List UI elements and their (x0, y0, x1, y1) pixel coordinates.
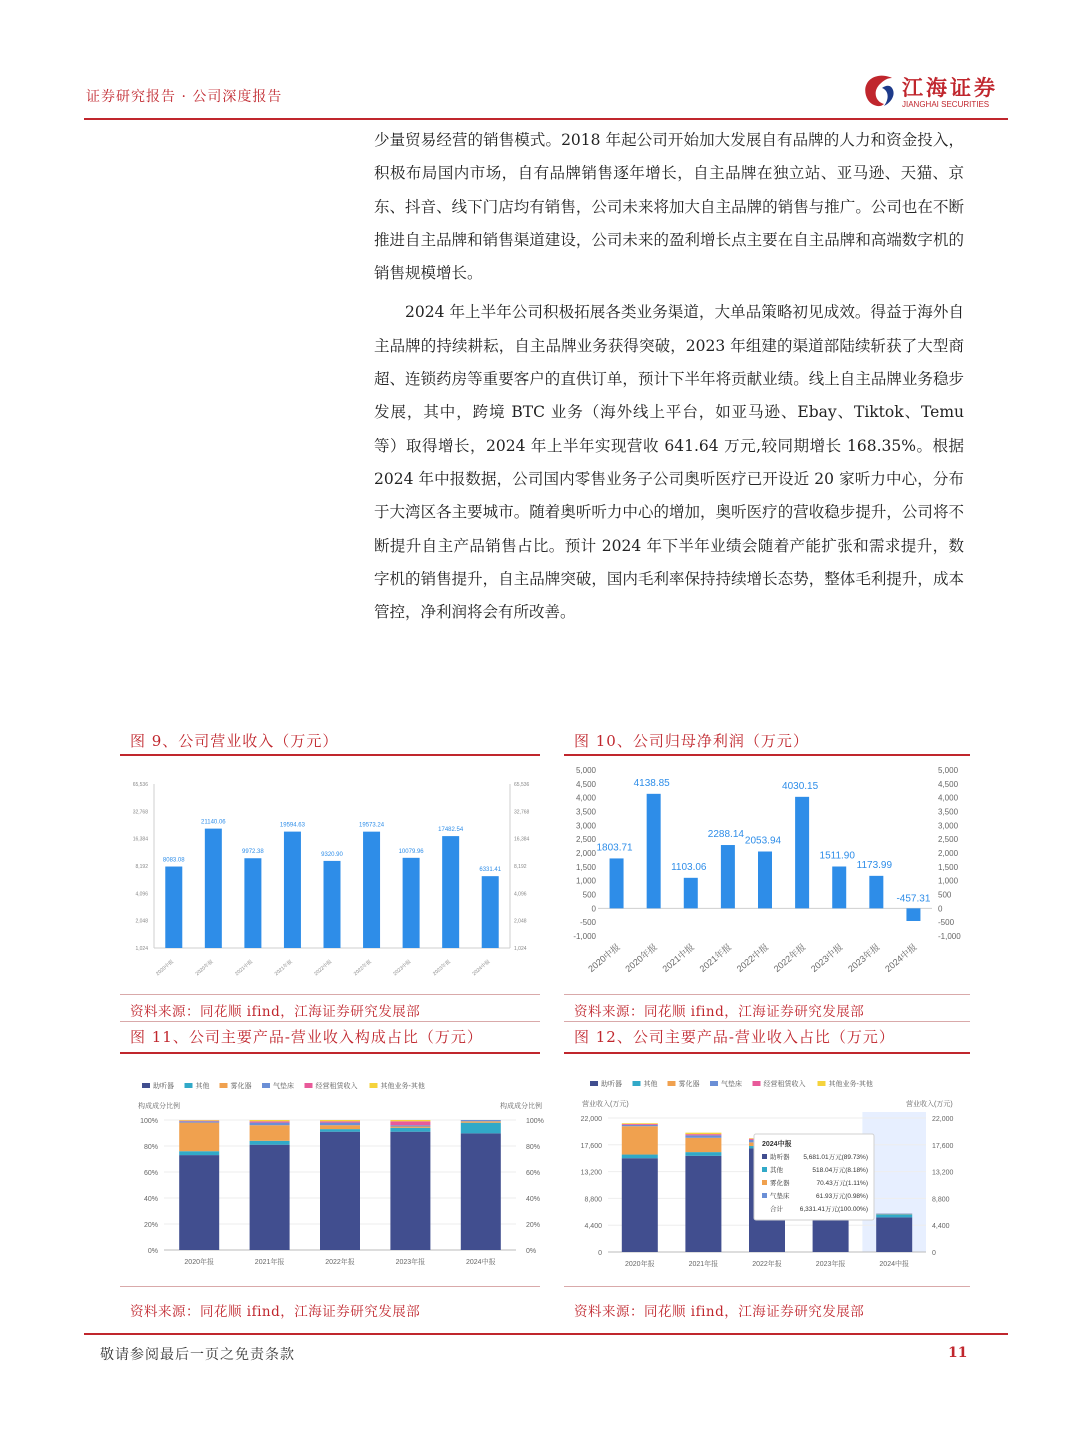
stacked-segment (320, 1125, 360, 1129)
legend-label: 助听器 (601, 1081, 622, 1088)
tooltip-title: 2024中报 (762, 1141, 792, 1148)
stacked-segment (390, 1120, 430, 1121)
x-tick-label: 2024中报 (879, 1261, 909, 1268)
stacked-segment (622, 1123, 658, 1124)
data-label: 17482.54 (438, 827, 464, 834)
x-tick-label: 2022中报 (313, 958, 334, 978)
data-label: 9972.38 (242, 849, 264, 856)
legend-swatch (590, 1081, 598, 1086)
x-tick-label: 2023年报 (395, 1259, 426, 1266)
stacked-segment (390, 1128, 430, 1132)
legend-label: 其他业务-其他 (828, 1081, 873, 1088)
legend-swatch (710, 1081, 718, 1086)
figure-11-top-rule (120, 1021, 540, 1022)
legend-label: 雾化器 (230, 1083, 252, 1090)
y-tick-label-left: 32,768 (132, 809, 148, 816)
report-type-header: 证券研究报告 · 公司深度报告 (86, 89, 283, 105)
y-tick-label-left: 2,048 (135, 918, 148, 925)
figure-10-source: 资料来源：同花顺 ifind，江海证券研究发展部 (574, 1004, 865, 1020)
logo-mark-icon (858, 72, 898, 112)
stacked-segment (320, 1129, 360, 1132)
figure-10-chart (564, 760, 970, 992)
stacked-segment (250, 1141, 290, 1145)
figure-9-rule (120, 754, 540, 756)
figure-11-source: 资料来源：同花顺 ifind，江海证券研究发展部 (130, 1304, 421, 1320)
x-tick-label: 2024中报 (466, 1259, 496, 1266)
y-tick-label-right: -1,000 (938, 932, 961, 941)
tooltip-swatch (762, 1193, 767, 1198)
data-label: 10079.96 (398, 848, 424, 855)
bar (244, 858, 261, 948)
stacked-segment (250, 1145, 290, 1250)
legend-label: 雾化器 (678, 1081, 700, 1088)
legend-swatch (262, 1083, 270, 1088)
stacked-segment (179, 1123, 219, 1152)
product-share-stacked-chart (120, 1064, 544, 1284)
data-label: 21140.06 (201, 819, 226, 826)
disclaimer-note: 敬请参阅最后一页之免责条款 (100, 1347, 295, 1363)
y-tick-label-right: 0% (526, 1248, 537, 1255)
y-tick-label-right: 20% (526, 1222, 541, 1229)
stacked-segment (320, 1121, 360, 1122)
y-tick-label-right: 1,500 (938, 862, 959, 872)
y-tick-label-right: 60% (526, 1170, 541, 1177)
y-tick-label-left: 3,500 (575, 807, 596, 817)
tooltip-series-value: 70.43万元(1.11%) (816, 1180, 868, 1187)
figure-12-top-rule (564, 1021, 970, 1022)
legend-label: 其他 (643, 1081, 658, 1088)
x-tick-label: 2024中报 (471, 958, 492, 978)
x-tick-label: 2020年报 (623, 941, 659, 974)
stacked-segment (685, 1152, 721, 1156)
y-tick-label-left: 8,800 (584, 1196, 602, 1204)
bar (647, 794, 661, 909)
figure-9-source: 资料来源：同花顺 ifind，江海证券研究发展部 (130, 1004, 421, 1020)
x-tick-label: 2021年报 (697, 941, 734, 974)
stacked-segment (622, 1155, 658, 1159)
legend-swatch (220, 1083, 228, 1088)
y-axis-title-right: 营业收入(万元) (906, 1101, 953, 1108)
figure-12-source-rule (564, 1286, 970, 1287)
y-tick-label-right: 17,600 (932, 1142, 954, 1150)
legend-swatch (753, 1081, 761, 1086)
y-axis-title-right: 构成成分比例 (500, 1103, 542, 1110)
figure-9-title: 图 9、公司营业收入（万元） (130, 732, 339, 750)
y-tick-label-left: 13,200 (580, 1169, 602, 1177)
stacked-segment (390, 1127, 430, 1128)
legend-label: 其他业务-其他 (380, 1083, 425, 1090)
bar (324, 861, 341, 948)
bar (869, 876, 883, 908)
stacked-segment (179, 1151, 219, 1155)
revenue-bar-chart (120, 760, 540, 992)
tooltip-total-name: 合计 (770, 1206, 783, 1213)
y-tick-label-left: 2,000 (575, 849, 596, 858)
stacked-segment (320, 1120, 360, 1121)
y-tick-label-left: -1,000 (573, 932, 596, 941)
y-tick-label-left: 1,500 (575, 862, 596, 872)
figure-12-chart (564, 1064, 970, 1284)
y-tick-label-right: 65,536 (514, 782, 530, 788)
data-label: 9320.90 (321, 851, 343, 858)
bar (403, 858, 420, 948)
tooltip-swatch (762, 1154, 767, 1159)
stacked-segment (390, 1132, 430, 1250)
x-tick-label: 2024中报 (883, 941, 919, 974)
figure-12-rule (564, 1052, 970, 1054)
legend-swatch (370, 1083, 378, 1088)
figure-10-rule (564, 754, 970, 756)
stacked-segment (250, 1125, 290, 1141)
figure-11-chart (120, 1064, 544, 1284)
tooltip-series-value: 5,681.01万元(89.73%) (803, 1154, 868, 1161)
data-label: 2053.94 (744, 835, 782, 847)
tooltip-series-value: 61.93万元(0.98%) (815, 1193, 868, 1200)
y-tick-label-right: 2,048 (514, 918, 527, 925)
data-label: 8083.08 (162, 857, 185, 864)
x-tick-label: 2022中报 (734, 941, 771, 974)
y-tick-label-right: 2,000 (938, 849, 959, 858)
x-tick-label: 2023年报 (815, 1261, 846, 1268)
body-text (374, 124, 964, 629)
stacked-segment (390, 1125, 430, 1126)
figure-10-title: 图 10、公司归母净利润（万元） (574, 732, 809, 750)
x-tick-label: 2020年报 (194, 958, 215, 978)
data-label: 2288.14 (707, 829, 744, 841)
x-tick-label: 2020年报 (625, 1261, 655, 1268)
x-tick-label: 2020中报 (586, 941, 622, 974)
x-tick-label: 2021年报 (254, 1259, 285, 1266)
figure-11-title: 图 11、公司主要产品-营业收入构成占比（万元） (130, 1028, 483, 1046)
figure-9-source-rule (120, 994, 540, 995)
y-tick-label-left: 0% (147, 1248, 158, 1255)
y-tick-label-left: 1,024 (135, 946, 148, 952)
legend-swatch (142, 1083, 150, 1088)
x-tick-label: 2022年报 (325, 1259, 355, 1266)
x-tick-label: 2021中报 (660, 941, 697, 974)
y-tick-label-left: 5,000 (575, 766, 596, 775)
y-tick-label-left: 100% (140, 1118, 158, 1125)
data-label: 1511.90 (819, 850, 855, 862)
data-label: 1103.06 (671, 861, 707, 873)
stacked-segment (622, 1158, 658, 1252)
paragraph-2: 2024 年上半年公司积极拓展各类业务渠道，大单品策略初见成效。得益于海外自主品牌的持续耕耘，自主品牌业务获得突破，2023 年组建的渠道部陆续斩获了大型商超、连锁药房等重要客户的直供订单，预计下半年将贡献业绩。线上自主品牌业务稳步发展，其中，跨境 BTC 业务（海外线上平台，如亚马逊、Ebay、Tiktok、Temu 等）取得增长，2024 年上半年实现营收 641.64 万元,较同期增长 168.35%。根据 2024 年中报数据，公司国内零售业务子公司奥听医疗已开设近 20 家听力中心，分布于大湾区各主要城市。随着奥听听力中心的增加，奥听医疗的营收稳步提升，公司将不断提升自主产品销售占比。预计 2024 年下半年业绩会随着产能扩张和需求提升，数字机的销售提升，自主品牌突破，国内毛利率保持持续增长态势，整体毛利提升，成本管控，净利润将会有所改善。 (374, 303, 964, 622)
x-tick-label: 2021年报 (273, 958, 294, 978)
y-tick-label-right: 4,500 (938, 779, 959, 789)
logo-name-cn: 江海证券 (902, 76, 998, 100)
y-tick-label-right: 4,096 (514, 891, 527, 898)
bar (795, 797, 809, 909)
y-tick-label-left: 20% (143, 1222, 158, 1229)
product-revenue-stacked-chart (564, 1064, 970, 1284)
legend-swatch (185, 1083, 193, 1088)
y-tick-label-left: 16,384 (132, 836, 148, 843)
bar (610, 858, 624, 908)
stacked-segment (320, 1123, 360, 1126)
figure-9-chart (120, 760, 540, 992)
stacked-segment (179, 1121, 219, 1122)
bar (721, 845, 735, 908)
bar (758, 852, 772, 909)
tooltip-series-name: 助听器 (770, 1154, 790, 1161)
page-number: 11 (948, 1345, 968, 1361)
y-tick-label-left: 0 (598, 1250, 602, 1257)
bar (205, 829, 222, 948)
bar (442, 836, 459, 948)
y-tick-label-left: 4,500 (575, 779, 596, 789)
y-tick-label-right: -500 (938, 918, 955, 928)
header-divider (84, 118, 1008, 120)
y-tick-label-right: 4,400 (932, 1223, 950, 1231)
x-tick-label: 2022年报 (352, 958, 373, 978)
stacked-segment (622, 1125, 658, 1126)
stacked-segment (250, 1121, 290, 1122)
data-label: 1173.99 (856, 859, 893, 871)
legend-label: 其他 (195, 1083, 210, 1090)
y-tick-label-right: 2,500 (938, 835, 959, 845)
y-tick-label-left: 4,000 (575, 793, 596, 803)
x-tick-label: 2023中报 (392, 958, 413, 978)
tooltip-swatch (762, 1167, 767, 1172)
tooltip-series-name: 其他 (770, 1167, 783, 1174)
stacked-segment (685, 1134, 721, 1135)
stacked-segment (250, 1120, 290, 1121)
y-tick-label-right: 1,024 (514, 946, 527, 952)
y-tick-label-right: 8,800 (932, 1196, 950, 1204)
data-label: 19573.24 (359, 822, 385, 829)
stacked-segment (250, 1123, 290, 1126)
y-tick-label-right: 500 (938, 890, 952, 900)
paragraph-1: 少量贸易经营的销售模式。2018 年起公司开始加大发展自有品牌的人力和资金投入，积极布局国内市场，自有品牌销售逐年增长，自主品牌在独立站、亚马逊、天猫、京东、抖音、线下门店均有销售，公司未来将加大自主品牌的销售与推广。公司也在不断推进自主品牌和销售渠道建设，公司未来的盈利增长点主要在自主品牌和高端数字机的销售规模增长。 (374, 131, 964, 283)
x-tick-label: 2021年报 (688, 1261, 719, 1268)
y-tick-label-left: 500 (582, 890, 596, 900)
bar (363, 832, 380, 948)
stacked-segment (622, 1124, 658, 1125)
y-tick-label-left: 22,000 (580, 1116, 602, 1123)
y-tick-label-left: 3,000 (575, 821, 596, 831)
stacked-segment (685, 1156, 721, 1252)
y-tick-label-right: 100% (526, 1118, 544, 1125)
y-tick-label-right: 0 (932, 1250, 936, 1257)
stacked-segment (876, 1217, 912, 1252)
y-tick-label-left: 17,600 (580, 1142, 602, 1150)
stacked-segment (390, 1121, 430, 1125)
y-tick-label-left: 4,400 (584, 1223, 602, 1231)
y-tick-label-left: 80% (143, 1144, 158, 1151)
y-tick-label-left: 8,192 (135, 864, 148, 870)
y-tick-label-left: 1,000 (575, 876, 596, 886)
data-label: 4138.85 (633, 777, 670, 789)
figure-12-title: 图 12、公司主要产品-营业收入占比（万元） (574, 1028, 895, 1046)
data-label: 6331.41 (479, 867, 502, 874)
legend-label: 助听器 (153, 1083, 174, 1090)
legend-label: 经营租赁收入 (763, 1081, 806, 1088)
y-tick-label-right: 1,000 (938, 876, 959, 886)
data-label: -457.31 (896, 893, 931, 905)
bar (832, 867, 846, 909)
y-tick-label-right: 16,384 (514, 836, 530, 843)
legend-swatch (633, 1081, 641, 1086)
legend-swatch (818, 1081, 826, 1086)
y-tick-label-right: 3,500 (938, 807, 959, 817)
legend-label: 经营租赁收入 (315, 1083, 358, 1090)
y-tick-label-right: 4,000 (938, 793, 959, 803)
legend-label: 气垫床 (721, 1081, 742, 1088)
x-tick-label: 2023年报 (846, 941, 882, 974)
y-tick-label-right: 40% (526, 1196, 541, 1203)
figure-12-source: 资料来源：同花顺 ifind，江海证券研究发展部 (574, 1304, 865, 1320)
y-tick-label-right: 5,000 (938, 766, 959, 775)
x-tick-label: 2023中报 (808, 941, 845, 974)
stacked-segment (461, 1123, 501, 1134)
legend-swatch (305, 1083, 313, 1088)
bar (906, 908, 920, 921)
data-label: 1803.71 (596, 842, 633, 854)
y-tick-label-left: -500 (579, 918, 596, 928)
bar (165, 867, 182, 948)
tooltip-series-name: 气垫床 (770, 1193, 790, 1200)
y-tick-label-right: 80% (526, 1144, 541, 1151)
logo-name-en: JIANGHAI SECURITIES (902, 100, 990, 109)
y-tick-label-right: 22,000 (932, 1116, 954, 1123)
bar (284, 832, 301, 948)
y-tick-label-right: 0 (938, 904, 943, 914)
y-tick-label-left: 4,096 (135, 891, 148, 898)
stacked-segment (685, 1138, 721, 1152)
legend-label: 气垫床 (273, 1083, 294, 1090)
stacked-segment (179, 1121, 219, 1122)
y-tick-label-left: 40% (143, 1196, 158, 1203)
y-tick-label-left: 60% (143, 1170, 158, 1177)
y-axis-title-left: 营业收入(万元) (582, 1101, 629, 1108)
figure-11-rule (120, 1052, 540, 1054)
y-tick-label-left: 65,536 (132, 782, 148, 788)
stacked-segment (461, 1120, 501, 1121)
y-tick-label-right: 3,000 (938, 821, 959, 831)
net-profit-bar-chart (564, 760, 970, 992)
stacked-segment (622, 1126, 658, 1154)
x-tick-label: 2021中报 (234, 958, 255, 978)
y-tick-label-left: 2,500 (575, 835, 596, 845)
tooltip-swatch (762, 1180, 767, 1185)
figure-10-source-rule (564, 994, 970, 995)
bar (684, 878, 698, 909)
x-tick-label: 2022年报 (771, 941, 808, 974)
y-tick-label-right: 32,768 (514, 809, 530, 816)
tooltip-series-name: 雾化器 (770, 1180, 790, 1187)
stacked-segment (461, 1121, 501, 1122)
y-tick-label-right: 13,200 (932, 1169, 954, 1177)
stacked-segment (876, 1214, 912, 1217)
y-axis-title-left: 构成成分比例 (138, 1103, 180, 1110)
tooltip-series-value: 518.04万元(8.18%) (812, 1167, 868, 1174)
data-label: 4030.15 (782, 780, 819, 792)
x-tick-label: 2023年报 (431, 958, 452, 978)
stacked-segment (685, 1133, 721, 1134)
bar (482, 876, 499, 948)
stacked-segment (320, 1132, 360, 1250)
stacked-segment (179, 1120, 219, 1121)
data-label: 19594.63 (279, 822, 305, 829)
stacked-segment (685, 1135, 721, 1137)
tooltip-total-value: 6,331.41万元(100.00%) (799, 1206, 868, 1213)
x-tick-label: 2020年报 (184, 1259, 214, 1266)
y-tick-label-left: 0 (591, 904, 596, 914)
x-tick-label: 2020中报 (155, 958, 176, 978)
stacked-segment (461, 1133, 501, 1250)
company-logo (858, 72, 1008, 114)
footer-divider (84, 1333, 1008, 1335)
y-tick-label-right: 8,192 (514, 864, 527, 870)
figure-11-source-rule (120, 1286, 540, 1287)
stacked-segment (179, 1155, 219, 1250)
x-tick-label: 2022年报 (752, 1261, 782, 1268)
legend-swatch (668, 1081, 676, 1086)
